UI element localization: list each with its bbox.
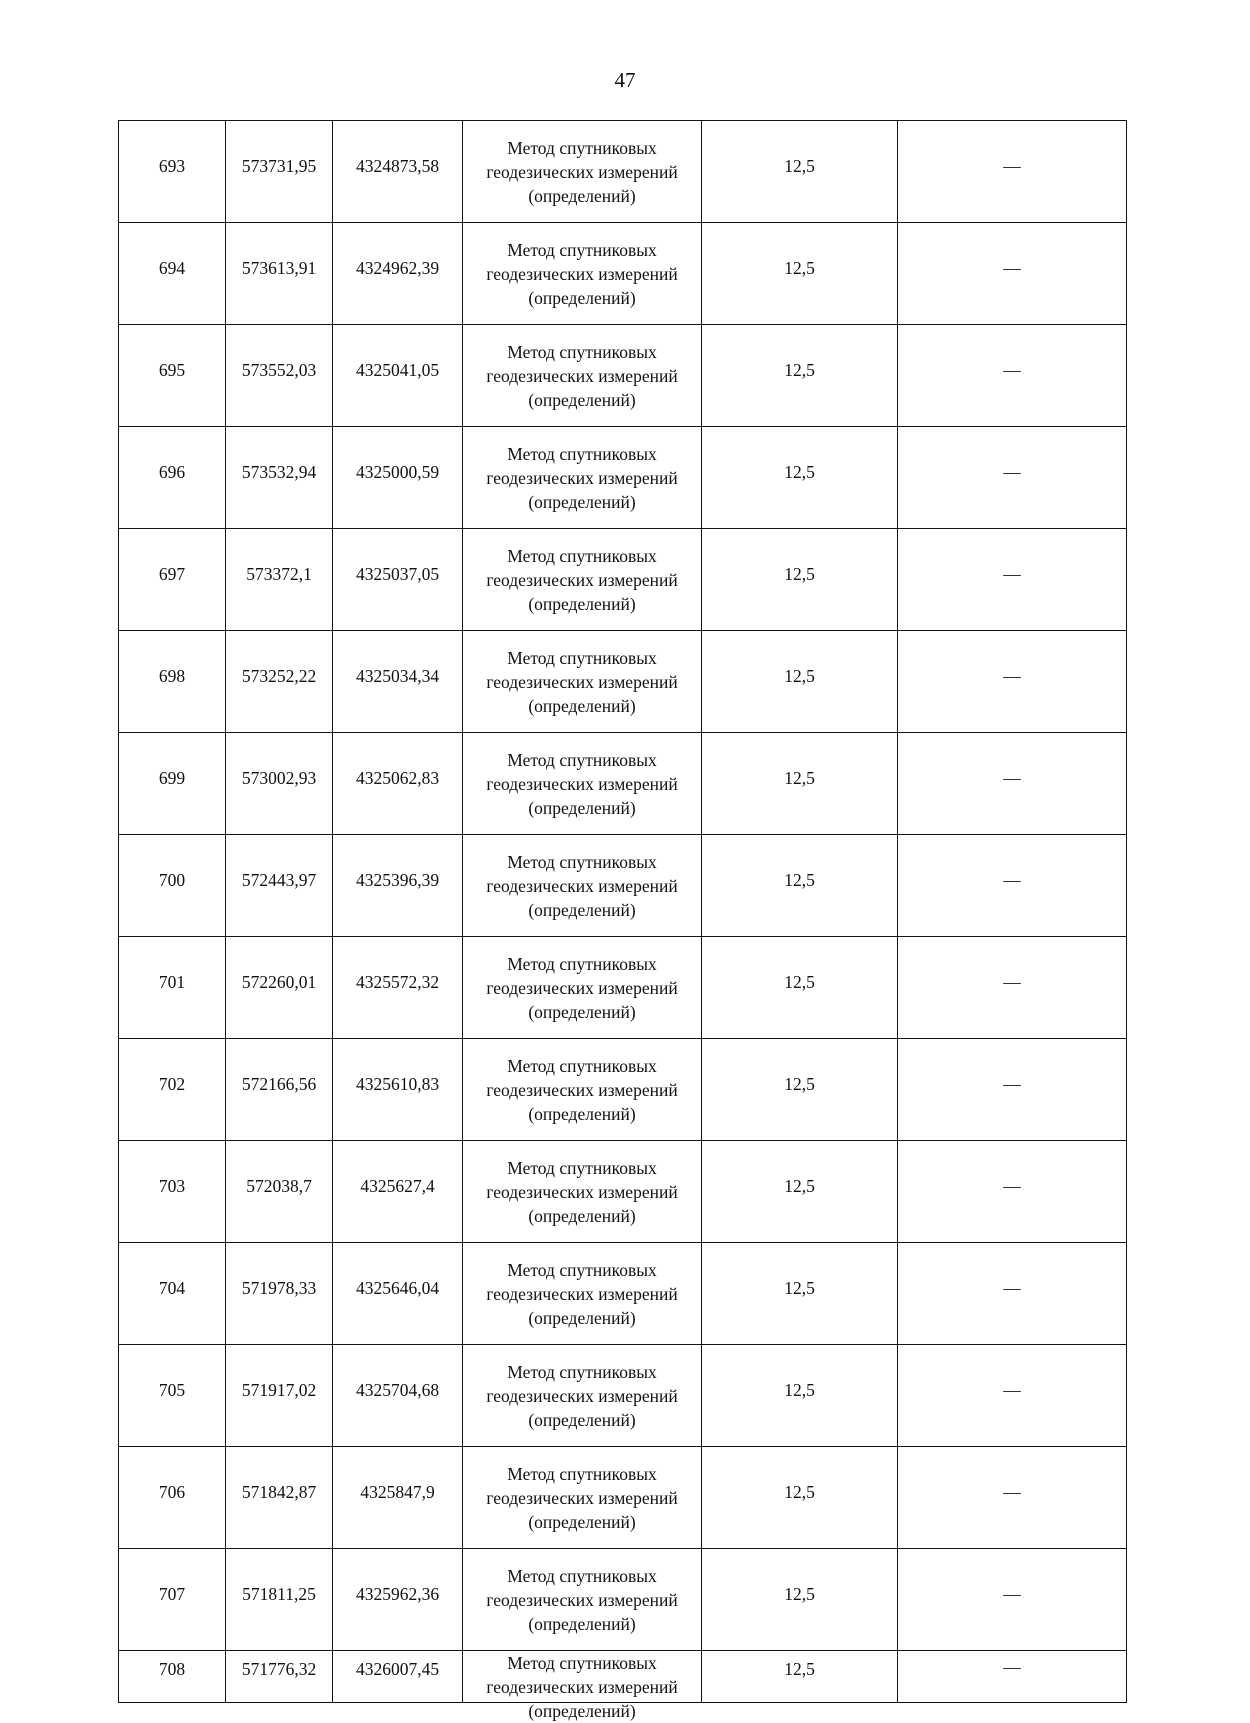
method-text (463, 1258, 701, 1330)
method-line-1: Метод спутниковых (507, 443, 657, 464)
point-number: 699 (158, 767, 186, 788)
x-coordinate: 571811,25 (242, 1583, 316, 1604)
x-coordinate: 572443,97 (241, 869, 317, 890)
table-row (119, 1039, 1127, 1141)
point-number: 698 (158, 665, 186, 686)
method-line-2: геодезических измерений (486, 1589, 678, 1610)
method-line-3: (определений) (528, 1511, 636, 1532)
y-coordinate-cell (333, 1651, 463, 1703)
method-line-2: геодезических измерений (486, 875, 678, 896)
method-cell (463, 1345, 702, 1447)
point-number: 704 (158, 1277, 186, 1298)
point-number-cell (119, 223, 226, 325)
method-text (463, 952, 701, 1024)
note-cell (898, 1651, 1127, 1703)
note-cell (898, 835, 1127, 937)
point-number: 696 (158, 461, 186, 482)
error-value-cell (702, 631, 898, 733)
error-value: 12,5 (784, 869, 815, 890)
method-text (463, 1651, 701, 1721)
table-row (119, 529, 1127, 631)
method-line-1: Метод спутниковых (507, 953, 657, 974)
error-value: 12,5 (784, 665, 815, 686)
x-coordinate: 571842,87 (241, 1481, 317, 1502)
method-line-1: Метод спутниковых (507, 137, 657, 158)
note-dash: — (1003, 1277, 1021, 1298)
method-text (463, 1360, 701, 1432)
method-line-1: Метод спутниковых (507, 239, 657, 260)
x-coordinate: 573552,03 (241, 359, 317, 380)
method-text (463, 748, 701, 820)
point-number: 693 (158, 155, 186, 176)
method-line-1: Метод спутниковых (507, 1653, 657, 1673)
table-row (119, 1651, 1127, 1703)
point-number: 708 (158, 1659, 186, 1679)
method-cell (463, 835, 702, 937)
error-value-cell (702, 733, 898, 835)
error-value: 12,5 (784, 461, 815, 482)
method-line-3: (определений) (528, 1701, 636, 1721)
method-cell (463, 427, 702, 529)
y-coordinate-cell (333, 427, 463, 529)
method-cell (463, 631, 702, 733)
x-coordinate-cell (226, 1039, 333, 1141)
x-coordinate-cell (226, 733, 333, 835)
x-coordinate-cell (226, 1651, 333, 1703)
x-coordinate-cell (226, 529, 333, 631)
method-line-2: геодезических измерений (486, 1487, 678, 1508)
y-coordinate-cell (333, 1039, 463, 1141)
table-body (119, 121, 1127, 1721)
method-line-3: (определений) (528, 491, 636, 512)
x-coordinate: 573613,91 (241, 257, 317, 278)
error-value: 12,5 (784, 359, 815, 380)
point-number-cell (119, 1039, 226, 1141)
method-line-2: геодезических измерений (486, 977, 678, 998)
point-number: 703 (158, 1175, 186, 1196)
x-coordinate: 572038,7 (246, 1175, 312, 1196)
y-coordinate: 4325847,9 (360, 1481, 435, 1502)
note-dash: — (1003, 461, 1021, 482)
error-value-cell (702, 1549, 898, 1651)
point-number: 705 (158, 1379, 186, 1400)
note-dash: — (1003, 1583, 1021, 1604)
method-text (463, 340, 701, 412)
point-number-cell (119, 1141, 226, 1243)
x-coordinate: 573731,95 (241, 155, 317, 176)
x-coordinate-cell (226, 631, 333, 733)
x-coordinate-cell (226, 937, 333, 1039)
y-coordinate: 4324873,58 (355, 155, 440, 176)
y-coordinate-cell (333, 1345, 463, 1447)
y-coordinate-cell (333, 1141, 463, 1243)
x-coordinate-cell (226, 835, 333, 937)
method-text (463, 544, 701, 616)
method-text (463, 442, 701, 514)
error-value-cell (702, 1447, 898, 1549)
table-row (119, 121, 1127, 223)
point-number: 702 (158, 1073, 186, 1094)
note-cell (898, 1039, 1127, 1141)
y-coordinate: 4325610,83 (355, 1073, 440, 1094)
note-cell (898, 427, 1127, 529)
error-value-cell (702, 529, 898, 631)
method-line-2: геодезических измерений (486, 1283, 678, 1304)
x-coordinate-cell (226, 121, 333, 223)
note-cell (898, 1345, 1127, 1447)
error-value-cell (702, 427, 898, 529)
method-line-1: Метод спутниковых (507, 1463, 657, 1484)
note-cell (898, 1141, 1127, 1243)
error-value: 12,5 (784, 971, 815, 992)
method-line-1: Метод спутниковых (507, 1157, 657, 1178)
point-number-cell (119, 1345, 226, 1447)
table-row (119, 937, 1127, 1039)
table-row (119, 1345, 1127, 1447)
method-line-3: (определений) (528, 1205, 636, 1226)
error-value: 12,5 (784, 1583, 815, 1604)
table-row (119, 1447, 1127, 1549)
error-value-cell (702, 223, 898, 325)
y-coordinate-cell (333, 631, 463, 733)
method-line-2: геодезических измерений (486, 1181, 678, 1202)
x-coordinate: 572166,56 (241, 1073, 317, 1094)
table-row (119, 1141, 1127, 1243)
x-coordinate: 572260,01 (241, 971, 317, 992)
table-row (119, 325, 1127, 427)
method-line-2: геодезических измерений (486, 671, 678, 692)
method-line-3: (определений) (528, 1001, 636, 1022)
table-row (119, 223, 1127, 325)
note-cell (898, 223, 1127, 325)
error-value-cell (702, 1039, 898, 1141)
note-cell (898, 325, 1127, 427)
method-line-2: геодезических измерений (486, 569, 678, 590)
point-number: 697 (158, 563, 186, 584)
point-number-cell (119, 325, 226, 427)
method-line-1: Метод спутниковых (507, 647, 657, 668)
error-value-cell (702, 1243, 898, 1345)
y-coordinate-cell (333, 223, 463, 325)
method-line-3: (определений) (528, 695, 636, 716)
method-line-2: геодезических измерений (486, 1079, 678, 1100)
method-line-1: Метод спутниковых (507, 1055, 657, 1076)
y-coordinate: 4325646,04 (355, 1277, 440, 1298)
error-value: 12,5 (784, 257, 815, 278)
method-line-1: Метод спутниковых (507, 749, 657, 770)
method-line-3: (определений) (528, 797, 636, 818)
note-dash: — (1003, 1175, 1021, 1196)
method-line-1: Метод спутниковых (507, 1361, 657, 1382)
y-coordinate: 4324962,39 (355, 257, 440, 278)
point-number-cell (119, 121, 226, 223)
method-line-2: геодезических измерений (486, 467, 678, 488)
error-value: 12,5 (784, 1277, 815, 1298)
table-row (119, 835, 1127, 937)
point-number-cell (119, 1549, 226, 1651)
method-line-1: Метод спутниковых (507, 1259, 657, 1280)
x-coordinate-cell (226, 223, 333, 325)
method-cell (463, 529, 702, 631)
error-value-cell (702, 1345, 898, 1447)
y-coordinate: 4325062,83 (355, 767, 440, 788)
method-line-3: (определений) (528, 1103, 636, 1124)
x-coordinate: 571978,33 (241, 1277, 317, 1298)
note-dash: — (1003, 1073, 1021, 1094)
error-value: 12,5 (784, 1659, 815, 1679)
note-cell (898, 631, 1127, 733)
error-value: 12,5 (784, 1481, 815, 1502)
note-cell (898, 937, 1127, 1039)
point-number: 700 (158, 869, 186, 890)
y-coordinate-cell (333, 1549, 463, 1651)
point-number-cell (119, 631, 226, 733)
method-cell (463, 325, 702, 427)
method-text (463, 136, 701, 208)
method-line-3: (определений) (528, 287, 636, 308)
note-dash: — (1003, 257, 1021, 278)
y-coordinate: 4326007,45 (355, 1659, 440, 1679)
method-line-2: геодезических измерений (486, 365, 678, 386)
note-cell (898, 121, 1127, 223)
table-row (119, 733, 1127, 835)
y-coordinate-cell (333, 1447, 463, 1549)
point-number: 706 (158, 1481, 186, 1502)
method-cell (463, 1243, 702, 1345)
page-number: 47 (614, 68, 636, 92)
x-coordinate-cell (226, 1141, 333, 1243)
method-cell (463, 1141, 702, 1243)
method-line-1: Метод спутниковых (507, 341, 657, 362)
method-cell (463, 223, 702, 325)
x-coordinate-cell (226, 427, 333, 529)
note-dash: — (1003, 971, 1021, 992)
point-number-cell (119, 1651, 226, 1703)
note-dash: — (1003, 767, 1021, 788)
point-number-cell (119, 427, 226, 529)
method-text (463, 1054, 701, 1126)
y-coordinate-cell (333, 529, 463, 631)
y-coordinate-cell (333, 733, 463, 835)
method-cell (463, 1447, 702, 1549)
table-row (119, 1549, 1127, 1651)
method-line-1: Метод спутниковых (507, 851, 657, 872)
y-coordinate: 4325627,4 (360, 1175, 435, 1196)
y-coordinate-cell (333, 325, 463, 427)
y-coordinate-cell (333, 835, 463, 937)
x-coordinate: 573002,93 (241, 767, 317, 788)
note-dash: — (1003, 1481, 1021, 1502)
method-text (463, 1564, 701, 1636)
note-cell (898, 529, 1127, 631)
table-row (119, 1243, 1127, 1345)
y-coordinate: 4325034,34 (355, 665, 440, 686)
method-line-2: геодезических измерений (486, 773, 678, 794)
error-value: 12,5 (784, 1073, 815, 1094)
method-line-3: (определений) (528, 1613, 636, 1634)
method-line-3: (определений) (528, 1409, 636, 1430)
x-coordinate-cell (226, 1243, 333, 1345)
y-coordinate: 4325704,68 (355, 1379, 440, 1400)
table-row (119, 427, 1127, 529)
error-value: 12,5 (784, 1175, 815, 1196)
point-number: 695 (158, 359, 186, 380)
method-line-3: (определений) (528, 593, 636, 614)
method-cell (463, 733, 702, 835)
method-cell (463, 937, 702, 1039)
x-coordinate-cell (226, 1549, 333, 1651)
note-dash: — (1003, 155, 1021, 176)
method-text (463, 1462, 701, 1534)
x-coordinate: 573532,94 (241, 461, 317, 482)
y-coordinate: 4325041,05 (355, 359, 440, 380)
method-line-3: (определений) (528, 899, 636, 920)
point-number: 707 (158, 1583, 186, 1604)
y-coordinate-cell (333, 121, 463, 223)
x-coordinate: 571917,02 (241, 1379, 317, 1400)
point-number-cell (119, 1243, 226, 1345)
method-cell (463, 1039, 702, 1141)
method-text (463, 238, 701, 310)
method-text (463, 646, 701, 718)
note-dash: — (1003, 1379, 1021, 1400)
method-line-3: (определений) (528, 185, 636, 206)
point-number-cell (119, 1447, 226, 1549)
error-value-cell (702, 1651, 898, 1703)
note-cell (898, 1549, 1127, 1651)
point-number-cell (119, 529, 226, 631)
note-cell (898, 1243, 1127, 1345)
point-number-cell (119, 733, 226, 835)
x-coordinate-cell (226, 325, 333, 427)
error-value: 12,5 (784, 1379, 815, 1400)
method-cell (463, 121, 702, 223)
method-line-1: Метод спутниковых (507, 545, 657, 566)
note-dash: — (1003, 563, 1021, 584)
coordinates-table (118, 120, 1127, 1721)
method-line-3: (определений) (528, 1307, 636, 1328)
error-value-cell (702, 835, 898, 937)
note-cell (898, 1447, 1127, 1549)
x-coordinate: 573252,22 (241, 665, 317, 686)
x-coordinate: 571776,32 (241, 1659, 317, 1679)
method-line-3: (определений) (528, 389, 636, 410)
method-line-1: Метод спутниковых (507, 1565, 657, 1586)
method-line-2: геодезических измерений (486, 1677, 678, 1697)
y-coordinate: 4325572,32 (355, 971, 440, 992)
note-dash: — (1003, 1657, 1021, 1677)
error-value-cell (702, 325, 898, 427)
note-dash: — (1003, 869, 1021, 890)
method-cell (463, 1651, 702, 1721)
x-coordinate-cell (226, 1345, 333, 1447)
x-coordinate: 573372,1 (246, 563, 312, 584)
y-coordinate: 4325037,05 (355, 563, 440, 584)
error-value-cell (702, 1141, 898, 1243)
method-line-2: геодезических измерений (486, 263, 678, 284)
y-coordinate: 4325000,59 (355, 461, 440, 482)
y-coordinate-cell (333, 937, 463, 1039)
error-value: 12,5 (784, 563, 815, 584)
point-number: 694 (158, 257, 186, 278)
error-value-cell (702, 937, 898, 1039)
method-text (463, 1156, 701, 1228)
note-cell (898, 733, 1127, 835)
x-coordinate-cell (226, 1447, 333, 1549)
note-dash: — (1003, 665, 1021, 686)
error-value: 12,5 (784, 155, 815, 176)
point-number-cell (119, 835, 226, 937)
method-cell (463, 1549, 702, 1651)
error-value-cell (702, 121, 898, 223)
point-number-cell (119, 937, 226, 1039)
method-line-2: геодезических измерений (486, 1385, 678, 1406)
y-coordinate: 4325396,39 (355, 869, 440, 890)
note-dash: — (1003, 359, 1021, 380)
method-line-2: геодезических измерений (486, 161, 678, 182)
method-text (463, 850, 701, 922)
y-coordinate: 4325962,36 (355, 1583, 440, 1604)
y-coordinate-cell (333, 1243, 463, 1345)
error-value: 12,5 (784, 767, 815, 788)
table-row (119, 631, 1127, 733)
point-number: 701 (158, 971, 186, 992)
